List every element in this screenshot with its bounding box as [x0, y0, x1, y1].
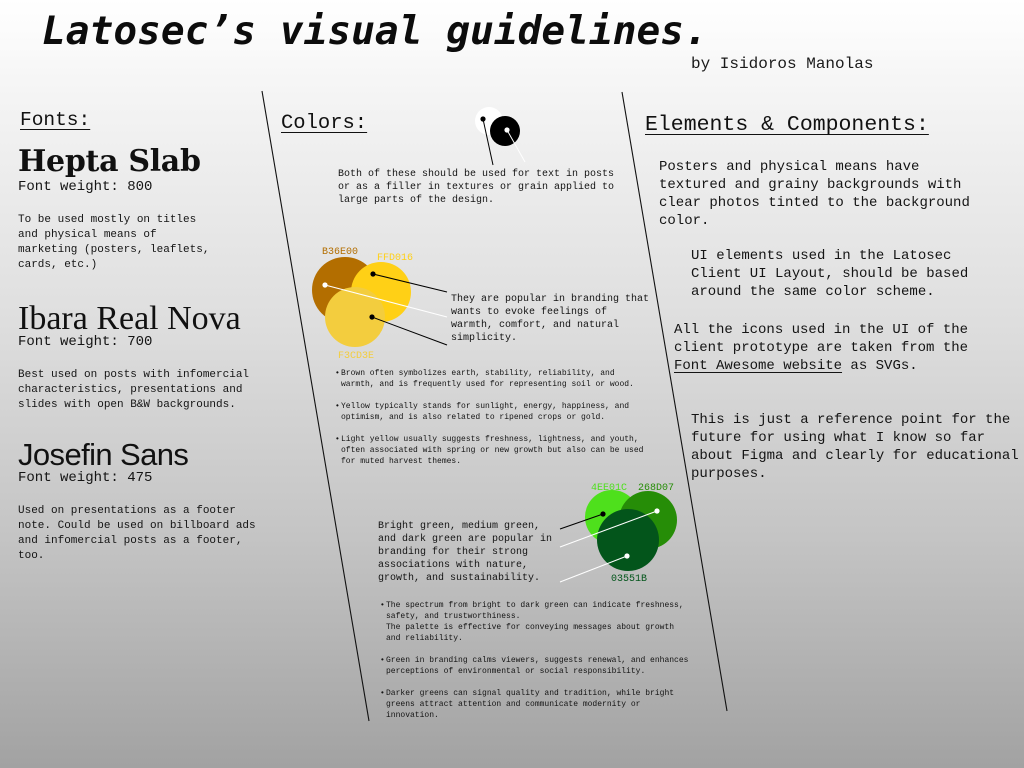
colors-heading: Colors: [281, 112, 368, 135]
brown-hex-label: B36E00 [322, 247, 359, 258]
neutral-swatch-group [475, 107, 525, 165]
elements-heading: Elements & Components: [645, 113, 929, 137]
swatch-marker-dot [369, 314, 374, 319]
swatch-marker-dot [370, 271, 375, 276]
light-yellow-swatch [325, 287, 385, 347]
green-colors-description: Bright green, medium green, and dark green are popular in branding for their strong associations with nature, growth, and sustainability. [378, 521, 553, 584]
swatch-marker-dot [504, 127, 509, 132]
list-item: • The spectrum from bright to dark green can indicate freshness, safety, and trustworthiness. The palette is effective for conveying messages about growth and reliability. [380, 600, 688, 644]
ui-elements-note: UI elements used in the Latosec Client UI Layout, should be based around the same color scheme. [691, 248, 969, 300]
warm-colors-description: They are popular in branding that wants to evoke feelings of warmth, comfort, and natural simplicity. [451, 294, 650, 344]
font-description: Used on presentations as a footer note. Could be used on billboard ads and infomercial posts as a footer, too. [18, 505, 256, 562]
closing-note: This is just a reference point for the future for using what I know so far about Figma and clearly for educational purposes. [691, 412, 1019, 482]
warm-swatch-group [312, 247, 447, 362]
list-item: • Darker greens can signal quality and tradition, while bright greens attract attention and communicate modernity or innovation. [380, 688, 688, 721]
light-yellow-hex-label: F3CD3E [338, 351, 375, 362]
icons-note-text: All the icons used in the UI of the client prototype are taken from the [674, 322, 969, 356]
swatch-marker-dot [322, 282, 327, 287]
icons-source-note [674, 321, 968, 375]
font-weight-label: Font weight: 800 [18, 179, 153, 195]
author-byline: by Isidoros Manolas [691, 55, 874, 73]
list-item: • Green in branding calms viewers, suggests renewal, and enhances perceptions of environmental or social responsibility. [380, 655, 688, 677]
font-weight-label: Font weight: 475 [18, 470, 153, 486]
yellow-hex-label: FFD016 [377, 253, 414, 264]
posters-note: Posters and physical means have textured and grainy backgrounds with clear photos tinted to the background color. [659, 159, 970, 229]
list-item: • Yellow typically stands for sunlight, energy, happiness, and optimism, and is also related to ripened crops or gold. [335, 401, 643, 423]
bright-green-hex-label: 4EE01C [591, 483, 628, 494]
icons-note-suffix: as SVGs. [842, 358, 918, 374]
font-sample-ibara-real-nova: Ibara Real Nova [18, 300, 241, 337]
font-awesome-link[interactable]: Font Awesome website [674, 358, 843, 374]
green-colors-bullet-list [380, 600, 688, 732]
list-item: • Brown often symbolizes earth, stability, reliability, and warmth, and is frequently used for representing soil or wood. [335, 368, 643, 390]
font-weight-label: Font weight: 700 [18, 334, 153, 350]
swatch-marker-dot [654, 508, 659, 513]
swatch-marker-dot [624, 553, 629, 558]
swatch-marker-dot [480, 116, 485, 121]
green-swatch-group [560, 483, 677, 585]
font-description: To be used mostly on titles and physical means of marketing (posters, leaflets, cards, etc.) [18, 214, 210, 271]
dark-green-hex-label: 03551B [611, 574, 648, 585]
page-title: Latosec’s visual guidelines. [42, 8, 708, 54]
warm-colors-bullet-list [335, 368, 643, 478]
callout-line [372, 317, 447, 345]
dark-green-swatch [597, 509, 659, 571]
medium-green-hex-label: 268D07 [638, 483, 675, 494]
font-description: Best used on posts with infomercial characteristics, presentations and slides with open B&W backgrounds. [18, 369, 250, 411]
list-item: • Light yellow usually suggests freshness, lightness, and youth, often associated with spring or new growth but also can be used for muted harvest themes. [335, 434, 643, 467]
fonts-heading: Fonts: [20, 109, 91, 131]
font-sample-hepta-slab: Hepta Slab [18, 144, 201, 179]
neutral-colors-description: Both of these should be used for text in posts or as a filler in textures or grain applied to large parts of the design. [338, 169, 615, 206]
swatch-marker-dot [600, 511, 605, 516]
font-sample-josefin-sans: Josefin Sans [18, 437, 189, 472]
